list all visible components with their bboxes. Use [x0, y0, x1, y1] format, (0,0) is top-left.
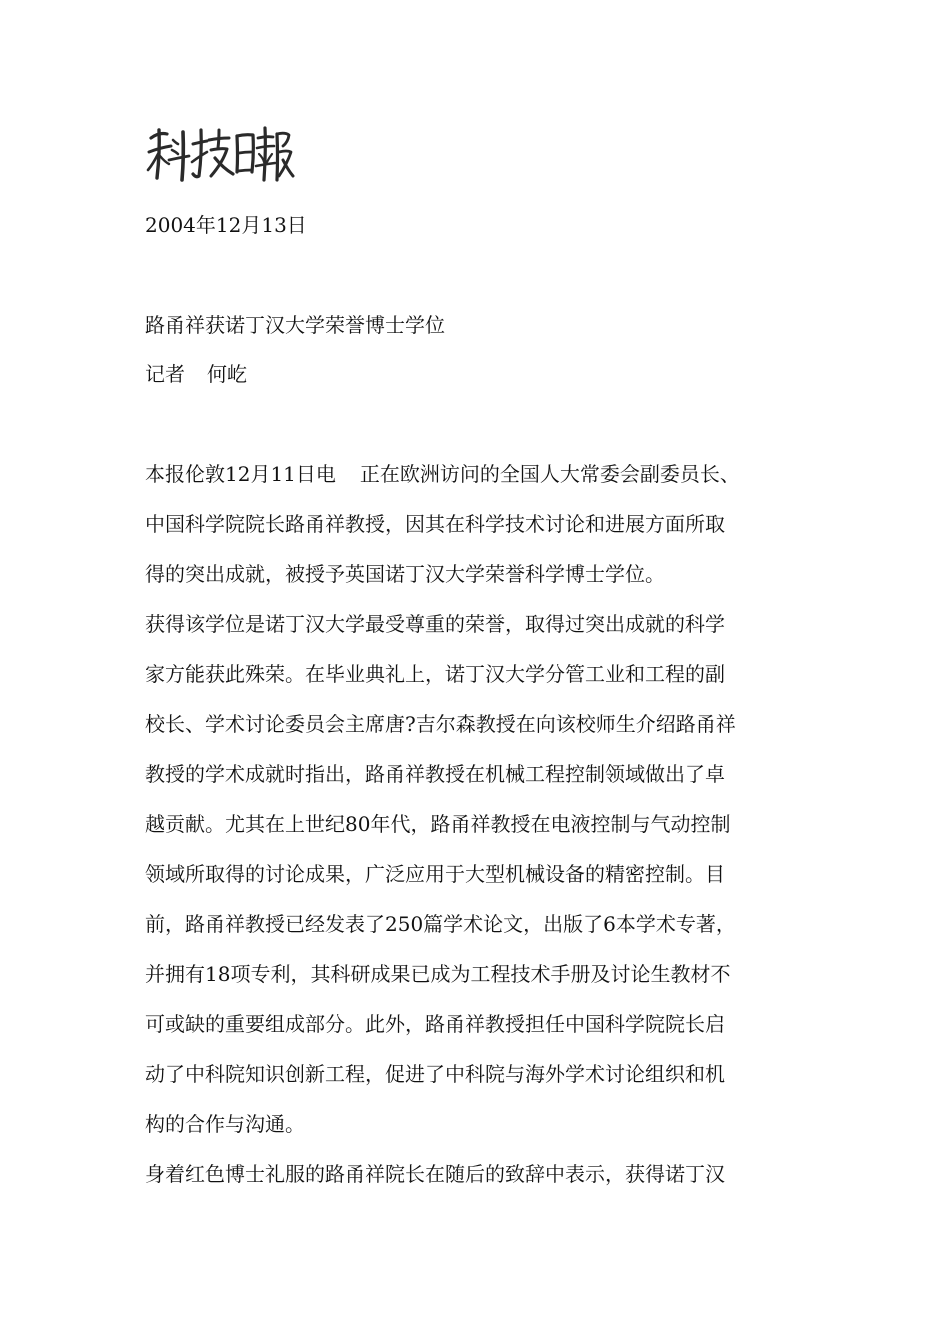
body-line: 动了中科院知识创新工程，促进了中科院与海外学术讨论组织和机	[145, 1062, 725, 1086]
newspaper-calligraphy-logo-icon	[145, 118, 295, 186]
article-byline	[145, 358, 247, 390]
body-line: 家方能获此殊荣。在毕业典礼上，诺丁汉大学分管工业和工程的副	[145, 662, 725, 686]
body-line: 中国科学院院长路甬祥教授，因其在科学技术讨论和进展方面所取	[145, 512, 725, 536]
body-line: 身着红色博士礼服的路甬祥院长在随后的致辞中表示，获得诺丁汉	[145, 1162, 725, 1186]
article-body	[145, 456, 825, 1206]
body-line: 领域所取得的讨论成果，广泛应用于大型机械设备的精密控制。目	[145, 862, 725, 886]
body-line: 教授的学术成就时指出，路甬祥教授在机械工程控制领域做出了卓	[145, 762, 725, 786]
body-line: 获得该学位是诺丁汉大学最受尊重的荣誉，取得过突出成就的科学	[145, 612, 725, 636]
article-dateline: 本报伦敦12月11日电	[145, 462, 336, 486]
body-line: 校长、学术讨论委员会主席唐?吉尔森教授在向该校师生介绍路甬祥	[145, 712, 736, 736]
body-line	[145, 456, 825, 506]
body-line: 可或缺的重要组成部分。此外，路甬祥教授担任中国科学院院长启	[145, 1012, 725, 1036]
body-line: 前，路甬祥教授已经发表了250篇学术论文，出版了6本学术专著，	[145, 912, 736, 936]
byline-label: 记者	[145, 362, 185, 386]
body-line: 并拥有18项专利，其科研成果已成为工程技术手册及讨论生教材不	[145, 962, 731, 986]
body-line: 构的合作与沟通。	[145, 1112, 305, 1136]
byline-name: 何屹	[207, 362, 247, 386]
publication-date: 2004年12月13日	[145, 213, 307, 237]
newspaper-masthead	[145, 118, 295, 186]
body-line-text: 正在欧洲访问的全国人大常委会副委员长、	[359, 462, 740, 486]
body-line: 越贡献。尤其在上世纪80年代，路甬祥教授在电液控制与气动控制	[145, 812, 731, 836]
body-line: 得的突出成就，被授予英国诺丁汉大学荣誉科学博士学位。	[145, 562, 665, 586]
article-headline: 路甬祥获诺丁汉大学荣誉博士学位	[145, 313, 445, 337]
